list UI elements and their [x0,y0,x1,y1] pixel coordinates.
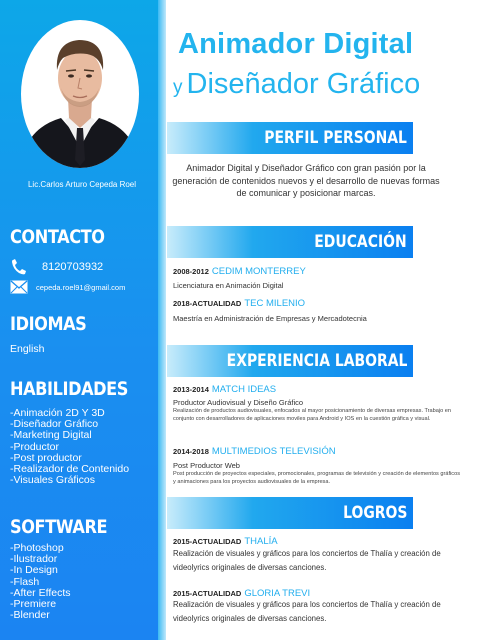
skill-item: -Realizador de Contenido [10,463,130,476]
perfil-heading: PERFIL PERSONAL [264,128,407,148]
experience-entry-head [173,446,336,457]
page-title-line1: Animador Digital [178,28,414,60]
perfil-banner [167,122,413,154]
education-entry-head [173,298,305,309]
experience-role: Post Productor Web [173,461,240,470]
phone-number[interactable]: 8120703932 [42,261,104,273]
educacion-banner [167,226,413,258]
candidate-name: Lic.Carlos Arturo Cepeda Roel [27,180,137,189]
software-heading: SOFTWARE [10,516,108,538]
software-item: -Premiere [10,598,57,611]
software-item: -Blender [10,609,50,622]
achievement-description: Realización de visuales y gráficos para los conciertos de Thalía y creación de videolyrics originales de diversas canciones. [173,549,441,572]
experience-description: Post producción de proyectos especiales, promocionales, programas de televisión y creación de elementos gráficos y animaciones para los proyectos audiovisuales de la empresa. [173,471,460,485]
phone-icon [10,258,28,276]
software-item: -In Design [10,564,58,577]
entry-place: CEDIM MONTERREY [211,266,306,277]
experience-role: Productor Audiovisual y Diseño Gráfico [173,398,304,407]
experiencia-heading: EXPERIENCIA LABORAL [226,351,407,371]
title-line2-text: Diseñador Gráfico [186,68,421,100]
entry-date: 2015-ACTUALIDAD [173,589,242,598]
education-detail: Maestría en Administración de Empresas y Mercadotecnia [173,314,367,323]
page-title-line2 [173,68,420,101]
software-item: -Photoshop [10,542,64,554]
sidebar [0,0,164,640]
perfil-text: Animador Digital y Diseñador Gráfico con gran pasión por la generación de contenidos nuevos y el desarrollo de nuevas formas de comunicar y posicionar marcas. [172,163,440,198]
profile-photo [21,20,139,168]
entry-date: 2014-2018 [173,447,209,456]
software-list [10,543,71,621]
achievement-description: Realización de visuales y gráficos para los conciertos de Thalía y creación de videolyrics originales de diversas canciones. [173,600,441,623]
email-address[interactable]: cepeda.roel91@gmail.com [36,282,126,292]
entry-place: GLORIA TREVI [244,588,311,599]
experience-description: Realización de productos audiovisuales, enfocados al mayor posicionamiento de diversas empresas. Trabajo en conjunto con desarrolladores de aplicaciones moviles para Android y IOS en la cuestión gráfica y visual. [173,408,451,422]
experiencia-banner [167,345,413,377]
skill-item: -Diseñador Gráfico [10,418,99,431]
software-item: -Ilustrador [10,553,58,566]
logros-banner [167,497,413,529]
title-connector: y [173,77,183,98]
entry-date: 2013-2014 [173,385,209,394]
software-item: -After Effects [10,586,71,599]
logros-heading: LOGROS [342,503,407,523]
email-row [10,280,125,294]
skills-list [10,408,129,486]
envelope-icon [10,280,28,294]
profile-portrait-image [21,20,139,168]
education-entry-head [173,266,306,277]
entry-place: MATCH IDEAS [211,384,277,395]
entry-date: 2008-2012 [173,267,209,276]
contact-heading: CONTACTO [10,226,105,248]
education-detail: Licenciatura en Animación Digital [173,281,284,290]
experience-entry-head [173,384,276,395]
entry-date: 2015-ACTUALIDAD [173,537,242,546]
educacion-heading: EDUCACIÓN [314,232,407,252]
entry-place: THALÍA [244,536,278,547]
skill-item: -Visuales Gráficos [10,474,96,487]
skill-item: -Marketing Digital [10,429,92,442]
software-item: -Flash [10,575,40,588]
language-item: English [10,343,45,355]
entry-date: 2018-ACTUALIDAD [173,299,242,308]
skill-item: -Post productor [10,451,82,464]
habilidades-heading: HABILIDADES [10,378,128,400]
entry-place: MULTIMEDIOS TELEVISIÓN [211,446,336,457]
achievement-entry-head [173,536,278,547]
sidebar-edge-divider [158,0,166,640]
phone-row [10,258,103,276]
skill-item: -Animación 2D Y 3D [10,407,105,419]
skill-item: -Productor [10,440,60,453]
idiomas-heading: IDIOMAS [10,313,87,335]
entry-place: TEC MILENIO [244,298,306,309]
